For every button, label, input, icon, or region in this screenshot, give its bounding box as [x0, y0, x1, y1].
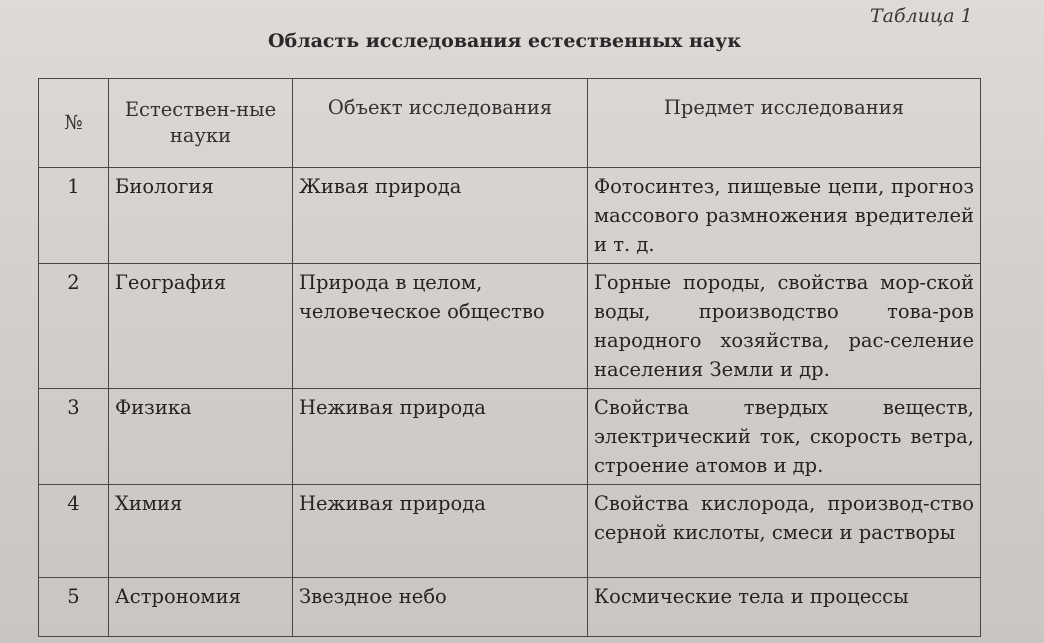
table-header-row — [39, 79, 981, 168]
research-subject: Фотосинтез, пищевые цепи, прогноз массового размножения вредителей и т. д. — [588, 168, 981, 264]
header-subject: Предмет исследования — [588, 79, 981, 168]
row-number: 1 — [39, 168, 109, 264]
row-number: 5 — [39, 578, 109, 637]
table-row — [39, 264, 981, 389]
science-name: Биология — [109, 168, 293, 264]
table-row — [39, 485, 981, 578]
research-subject: Космические тела и процессы — [588, 578, 981, 637]
row-number: 3 — [39, 389, 109, 485]
research-object: Звездное небо — [293, 578, 588, 637]
research-object: Неживая природа — [293, 389, 588, 485]
row-number: 4 — [39, 485, 109, 578]
science-name: Физика — [109, 389, 293, 485]
research-subject: Свойства кислорода, производ-ство серной кислоты, смеси и растворы — [588, 485, 981, 578]
science-name: География — [109, 264, 293, 389]
header-object: Объект исследования — [293, 79, 588, 168]
table-row — [39, 578, 981, 637]
research-subject: Свойства твердых веществ, электрический ток, скорость ветра, строение атомов и др. — [588, 389, 981, 485]
header-science: Естествен-ные науки — [109, 79, 293, 168]
table-row — [39, 389, 981, 485]
science-name: Химия — [109, 485, 293, 578]
natural-sciences-table — [38, 78, 981, 637]
research-object: Природа в целом, человеческое общество — [293, 264, 588, 389]
table-row — [39, 168, 981, 264]
science-name: Астрономия — [109, 578, 293, 637]
research-subject: Горные породы, свойства мор-ской воды, производство това-ров народного хозяйства, рас-селение населения Земли и др. — [588, 264, 981, 389]
research-object: Неживая природа — [293, 485, 588, 578]
research-object: Живая природа — [293, 168, 588, 264]
row-number: 2 — [39, 264, 109, 389]
table-title: Область исследования естественных наук — [268, 30, 742, 52]
header-number: № — [39, 79, 109, 168]
table-number-label: Таблица 1 — [870, 5, 973, 27]
